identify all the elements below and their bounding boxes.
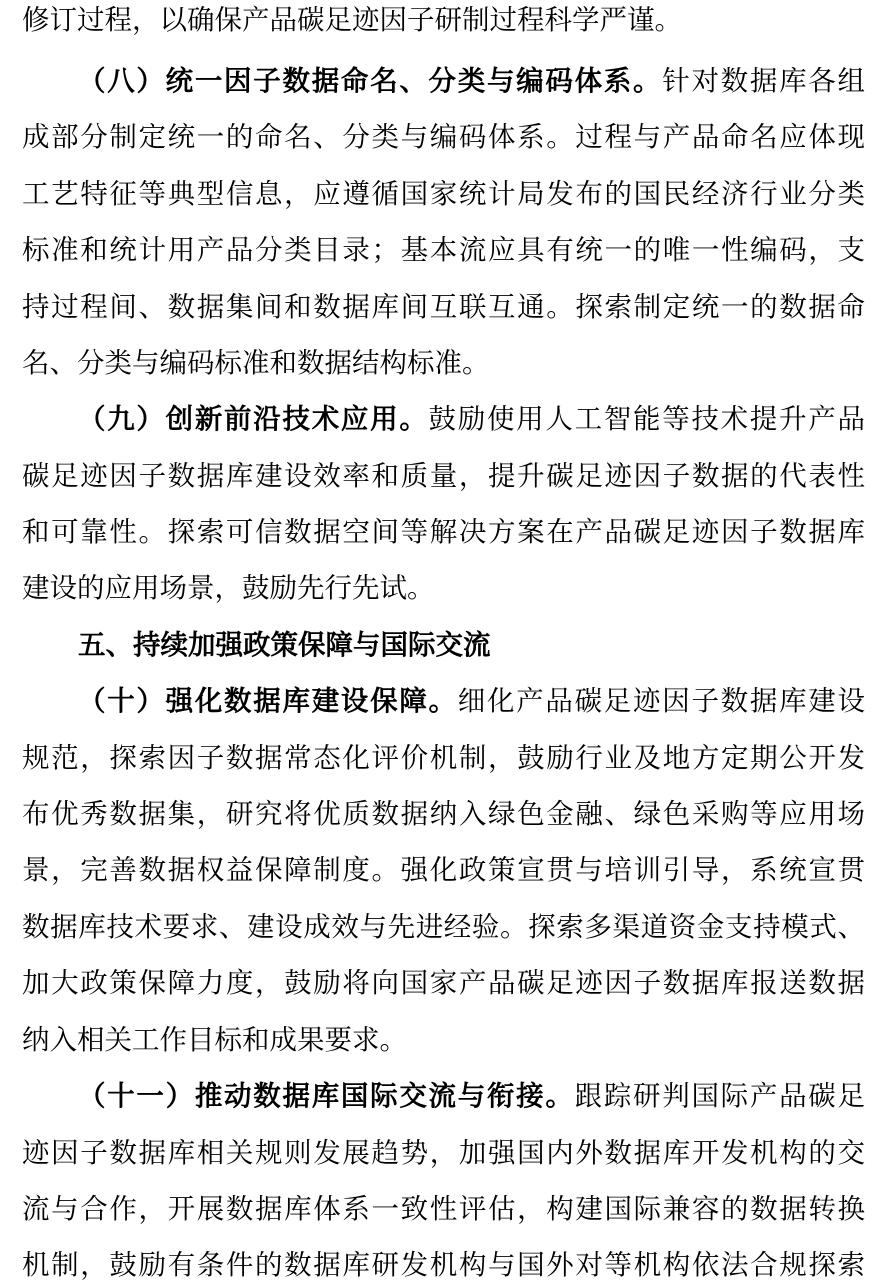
- line-text: 标准和统计用产品分类目录；基本流应具有统一的唯一性编码，支: [22, 234, 865, 266]
- section-5-title: 五、持续加强政策保障与国际交流: [78, 629, 491, 661]
- line-text: 针对数据库各组: [662, 65, 866, 97]
- line-text: 碳足迹因子数据库建设效率和质量，提升碳足迹因子数据的代表性: [22, 460, 865, 492]
- line-text: 名、分类与编码标准和数据结构标准。: [22, 347, 490, 379]
- text-line-19: [22, 1020, 865, 1060]
- text-line-1: [22, 0, 865, 40]
- text-line-11: [22, 568, 865, 608]
- text-line-8: [78, 399, 865, 439]
- section-10-heading: （十）强化数据库建设保障。: [78, 685, 458, 717]
- text-line-16: [22, 850, 865, 890]
- text-line-22: [22, 1189, 865, 1229]
- line-text: 修订过程，以确保产品碳足迹因子研制过程科学严谨。: [22, 4, 682, 36]
- text-line-23: [22, 1245, 865, 1285]
- line-text: 持过程间、数据集间和数据库间互联互通。探索制定统一的数据命: [22, 291, 865, 323]
- text-line-9: [22, 456, 865, 496]
- section-8-heading: （八）统一因子数据命名、分类与编码体系。: [78, 65, 663, 97]
- line-text: 数据库技术要求、建设成效与先进经验。探索多渠道资金支持模式、: [22, 911, 865, 943]
- text-line-3: [22, 117, 865, 157]
- line-text: 加大政策保障力度，鼓励将向国家产品碳足迹因子数据库报送数据: [22, 967, 865, 999]
- text-line-14: [22, 738, 865, 778]
- text-line-2: [78, 61, 865, 101]
- line-text: 工艺特征等典型信息，应遵循国家统计局发布的国民经济行业分类: [22, 178, 865, 210]
- text-line-4: [22, 174, 865, 214]
- text-line-21: [22, 1133, 865, 1173]
- line-text: 规范，探索因子数据常态化评价机制，鼓励行业及地方定期公开发: [22, 742, 865, 774]
- line-text: 布优秀数据集，研究将优质数据纳入绿色金融、绿色采购等应用场: [22, 798, 865, 830]
- text-line-20: [78, 1076, 865, 1116]
- line-text: 纳入相关工作目标和成果要求。: [22, 1024, 407, 1056]
- line-text: 机制，鼓励有条件的数据库研发机构与国外对等机构依法合规探索: [22, 1249, 865, 1281]
- line-text: 建设的应用场景，鼓励先行先试。: [22, 572, 435, 604]
- line-text: 迹因子数据库相关规则发展趋势，加强国内外数据库开发机构的交: [22, 1137, 865, 1169]
- text-line-5: [22, 230, 865, 270]
- section-11-heading: （十一）推动数据库国际交流与衔接。: [78, 1080, 575, 1112]
- text-line-17: [22, 907, 865, 947]
- text-line-15: [22, 794, 865, 834]
- line-text: 跟踪研判国际产品碳足: [574, 1080, 866, 1112]
- text-line-6: [22, 287, 865, 327]
- text-line-13: [78, 681, 865, 721]
- line-text: 细化产品碳足迹因子数据库建设: [457, 685, 865, 717]
- line-text: 景，完善数据权益保障制度。强化政策宣贯与培训引导，系统宣贯: [22, 854, 865, 886]
- line-text: 鼓励使用人工智能等技术提升产品: [428, 403, 866, 435]
- line-text: 流与合作，开展数据库体系一致性评估，构建国际兼容的数据转换: [22, 1193, 865, 1225]
- line-text: 成部分制定统一的命名、分类与编码体系。过程与产品命名应体现: [22, 121, 865, 153]
- text-line-18: [22, 963, 865, 1003]
- text-line-7: [22, 343, 865, 383]
- section-9-heading: （九）创新前沿技术应用。: [78, 403, 429, 435]
- text-line-10: [22, 512, 865, 552]
- line-text: 和可靠性。探索可信数据空间等解决方案在产品碳足迹因子数据库: [22, 516, 865, 548]
